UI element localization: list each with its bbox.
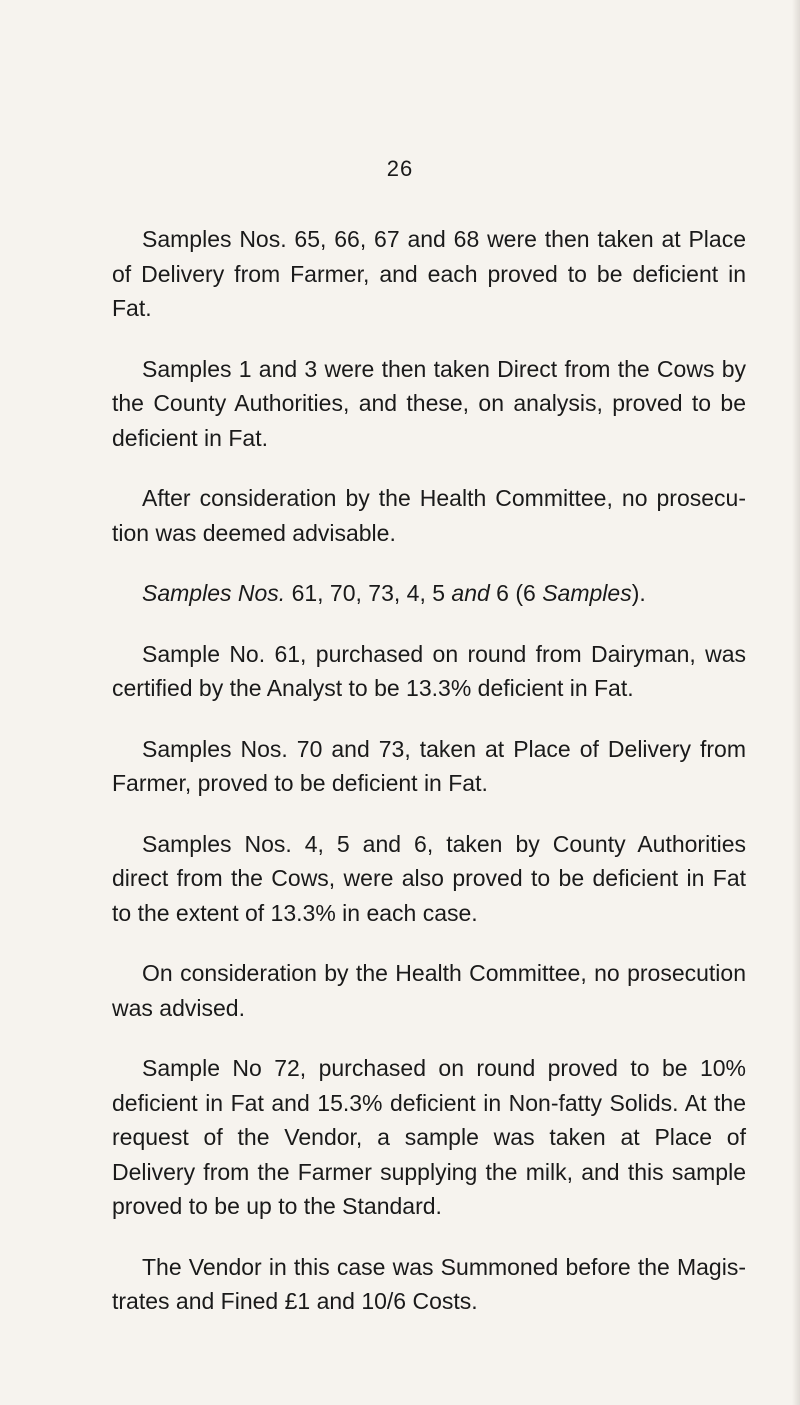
body-text — [112, 222, 746, 1345]
paragraph: Samples Nos. 4, 5 and 6, taken by County Authorities direct from the Cows, were also proved to be deficient in Fat to the extent of 13.3% in each case. — [112, 830, 746, 926]
paragraph: The Vendor in this case was Summoned before the Magis-trates and Fined £1 and 10/6 Costs. — [112, 1253, 746, 1314]
heading-numbers: 61, 70, 73, 4, 5 — [291, 580, 446, 606]
heading-conjunction: and — [451, 580, 490, 606]
paragraph: Samples Nos. 65, 66, 67 and 68 were then taken at Place of Delivery from Farmer, and each proved to be deficient in Fat. — [112, 226, 746, 321]
paragraph: Sample No. 61, purchased on round from Dairyman, was certified by the Analyst to be 13.3% deficient in Fat. — [112, 640, 746, 701]
heading-prefix: Samples Nos. — [142, 580, 286, 606]
heading-last-number: 6 (6 — [496, 580, 536, 606]
section-heading — [112, 576, 746, 611]
paragraph: Sample No 72, purchased on round proved to be 10% deficient in Fat and 15.3% deficient in Non-fatty Solids. At the request of the Vendor, a sample was taken at Place of Delivery from the Farmer supplying the milk, and this sample proved to be up to the Standard. — [112, 1055, 746, 1219]
heading-suffix: Samples — [542, 580, 632, 606]
page-edge-shadow — [792, 0, 800, 1405]
paragraph: Samples Nos. 70 and 73, taken at Place of Delivery from Farmer, proved to be deficient in Fat. — [112, 735, 746, 796]
paragraph: Samples 1 and 3 were then taken Direct from the Cows by the County Authorities, and these, on analysis, proved to be deficient in Fat. — [112, 355, 746, 451]
heading-closing: ). — [631, 580, 646, 606]
paragraph: On consideration by the Health Committee, no prosecution was advised. — [112, 960, 746, 1021]
page-number: 26 — [386, 156, 414, 181]
paragraph: After consideration by the Health Committee, no prosecu-tion was deemed advisable. — [112, 485, 746, 546]
